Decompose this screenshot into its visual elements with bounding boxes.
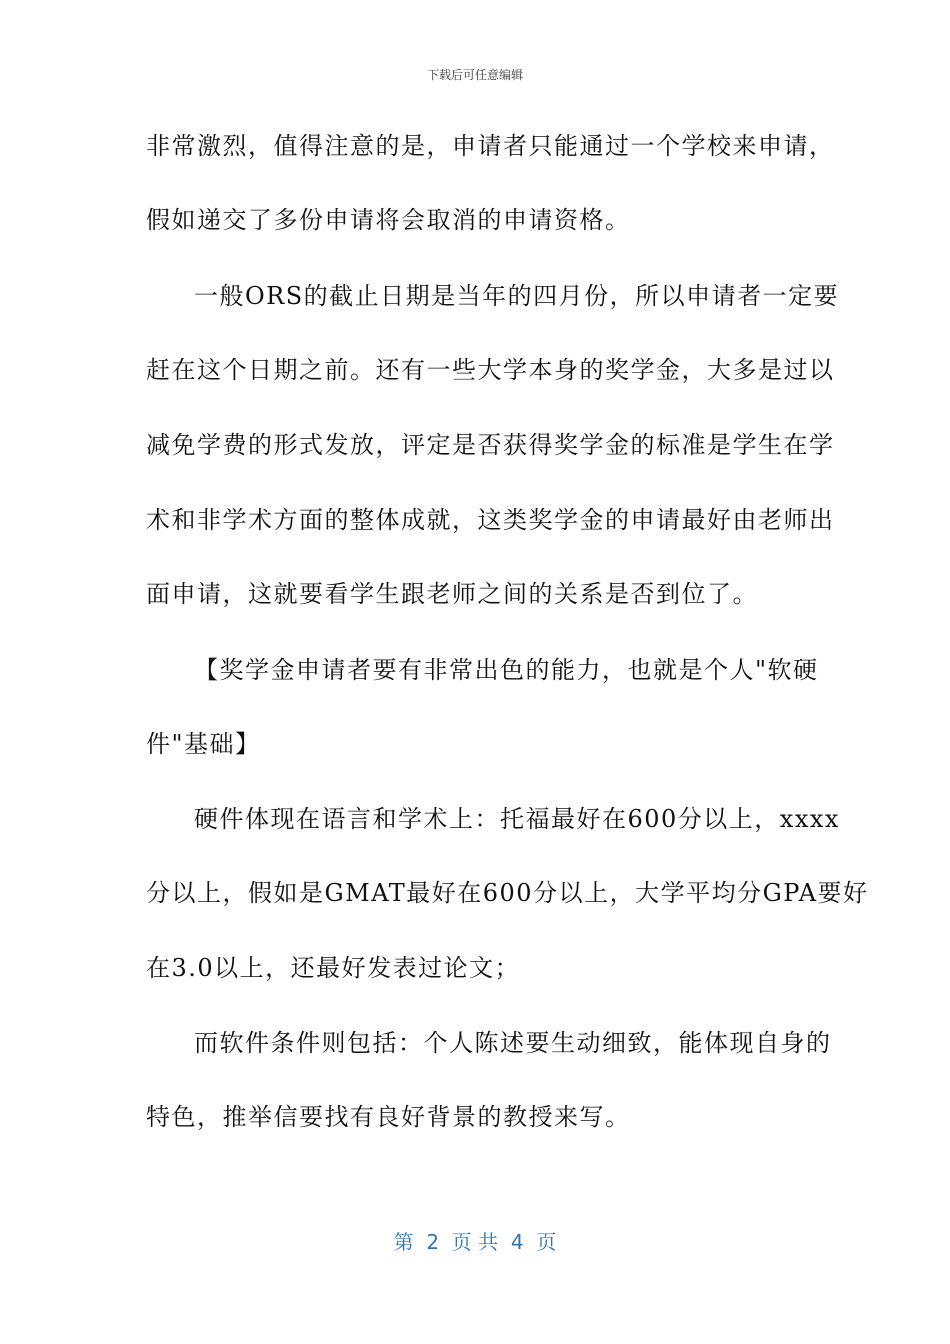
paragraph-line: 在3.0以上，还最好发表过论文； [146, 954, 521, 982]
paragraph-line: 而软件条件则包括：个人陈述要生动细致，能体现自身的 [194, 1029, 832, 1057]
section-heading-line: 件"基础】 [146, 730, 261, 758]
paragraph-line: 分以上，假如是GMAT最好在600分以上，大学平均分GPA要好 [146, 879, 869, 907]
paragraph-line: 减免学费的形式发放，评定是否获得奖学金的标准是学生在学 [146, 431, 835, 459]
paragraph-line: 特色，推举信要找有良好背景的教授来写。 [146, 1103, 631, 1131]
paragraph-line: 一般ORS的截止日期是当年的四月份，所以申请者一定要 [194, 282, 840, 310]
page-header: 下载后可任意编辑 [426, 68, 523, 82]
paragraph-line: 赶在这个日期之前。还有一些大学本身的奖学金，大多是过以 [146, 356, 835, 384]
page-number-footer: 第 2 页 共 4 页 [393, 1230, 557, 1254]
paragraph-line: 术和非学术方面的整体成就，这类奖学金的申请最好由老师出 [146, 506, 835, 534]
paragraph-line: 假如递交了多份申请将会取消的申请资格。 [146, 206, 631, 234]
paragraph-line: 非常激烈，值得注意的是，申请者只能通过一个学校来申请， [146, 132, 835, 160]
section-heading-line: 【奖学金申请者要有非常出色的能力，也就是个人"软硬 [194, 656, 819, 684]
paragraph-line: 硬件体现在语言和学术上：托福最好在600分以上，xxxx [194, 805, 840, 833]
paragraph-line: 面申请，这就要看学生跟老师之间的关系是否到位了。 [146, 580, 758, 608]
